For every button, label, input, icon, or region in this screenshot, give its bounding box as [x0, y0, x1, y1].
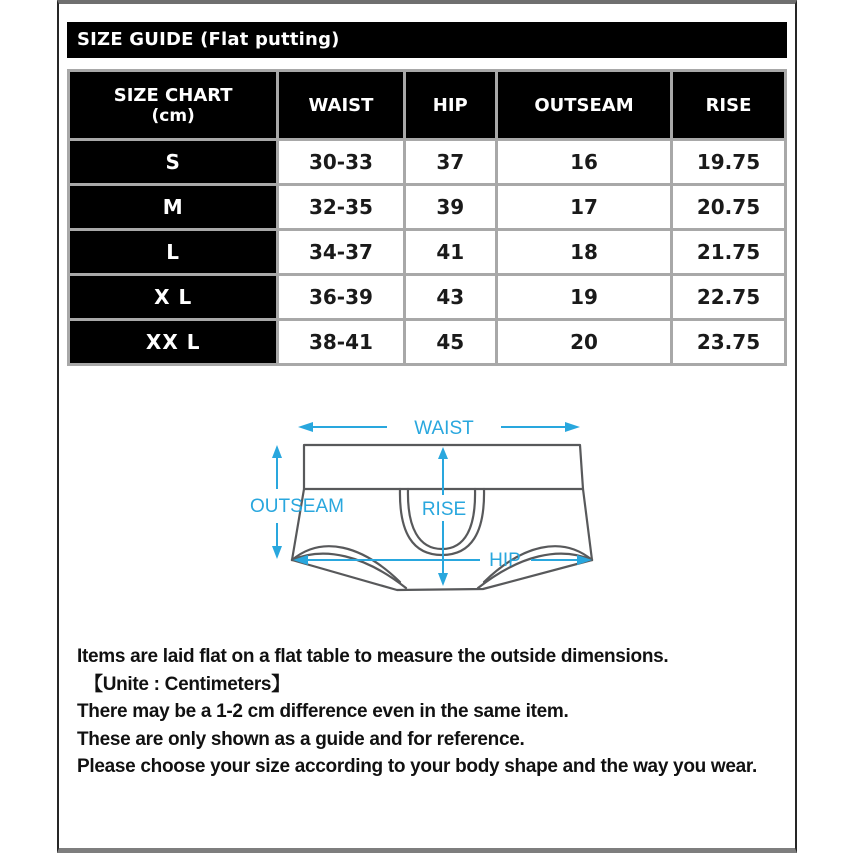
- waist-label: WAIST: [414, 418, 474, 439]
- hip-label: HIP: [489, 550, 521, 571]
- rise-value: 21.75: [671, 230, 785, 275]
- header-size-chart-line2: (cm): [151, 105, 195, 126]
- header-size-chart: [69, 71, 278, 140]
- hip-value: 43: [404, 275, 496, 320]
- hip-value: 39: [404, 185, 496, 230]
- size-label: XX L: [69, 320, 278, 365]
- header-waist: WAIST: [278, 71, 404, 140]
- waist-value: 32-35: [278, 185, 404, 230]
- size-guide-card: [57, 0, 797, 853]
- size-table: [67, 69, 787, 366]
- table-row: [69, 230, 786, 275]
- table-header-row: [69, 71, 786, 140]
- table-row: [69, 185, 786, 230]
- rise-value: 19.75: [671, 140, 785, 185]
- outseam-value: 19: [497, 275, 672, 320]
- header-outseam: OUTSEAM: [497, 71, 672, 140]
- page-title: SIZE GUIDE (Flat putting): [67, 22, 787, 58]
- note-line: Items are laid flat on a flat table to measure the outside dimensions.: [77, 646, 669, 667]
- header-hip: HIP: [404, 71, 496, 140]
- notes-block: [77, 643, 777, 781]
- hip-value: 41: [404, 230, 496, 275]
- outseam-label: OUTSEAM: [250, 496, 344, 517]
- waist-value: 36-39: [278, 275, 404, 320]
- note-line: 【Unite : Centimeters】: [84, 673, 290, 695]
- size-label: S: [69, 140, 278, 185]
- waist-value: 34-37: [278, 230, 404, 275]
- hip-value: 37: [404, 140, 496, 185]
- waist-value: 30-33: [278, 140, 404, 185]
- waist-value: 38-41: [278, 320, 404, 365]
- outseam-value: 17: [497, 185, 672, 230]
- header-size-chart-line1: SIZE CHART: [113, 84, 233, 106]
- rise-value: 23.75: [671, 320, 785, 365]
- table-row: [69, 140, 786, 185]
- rise-label: RISE: [421, 499, 467, 520]
- rise-value: 22.75: [671, 275, 785, 320]
- header-rise: RISE: [671, 71, 785, 140]
- table-row: [69, 320, 786, 365]
- note-line: There may be a 1-2 cm difference even in the same item.: [77, 701, 569, 722]
- measurement-diagram: [247, 411, 607, 641]
- note-line: Please choose your size according to your body shape and the way you wear.: [77, 756, 757, 777]
- size-label: M: [69, 185, 278, 230]
- note-line: These are only shown as a guide and for reference.: [77, 728, 525, 750]
- rise-value: 20.75: [671, 185, 785, 230]
- size-label: L: [69, 230, 278, 275]
- size-label: X L: [69, 275, 278, 320]
- outseam-value: 16: [497, 140, 672, 185]
- hip-value: 45: [404, 320, 496, 365]
- table-row: [69, 275, 786, 320]
- outseam-value: 18: [497, 230, 672, 275]
- outseam-value: 20: [497, 320, 672, 365]
